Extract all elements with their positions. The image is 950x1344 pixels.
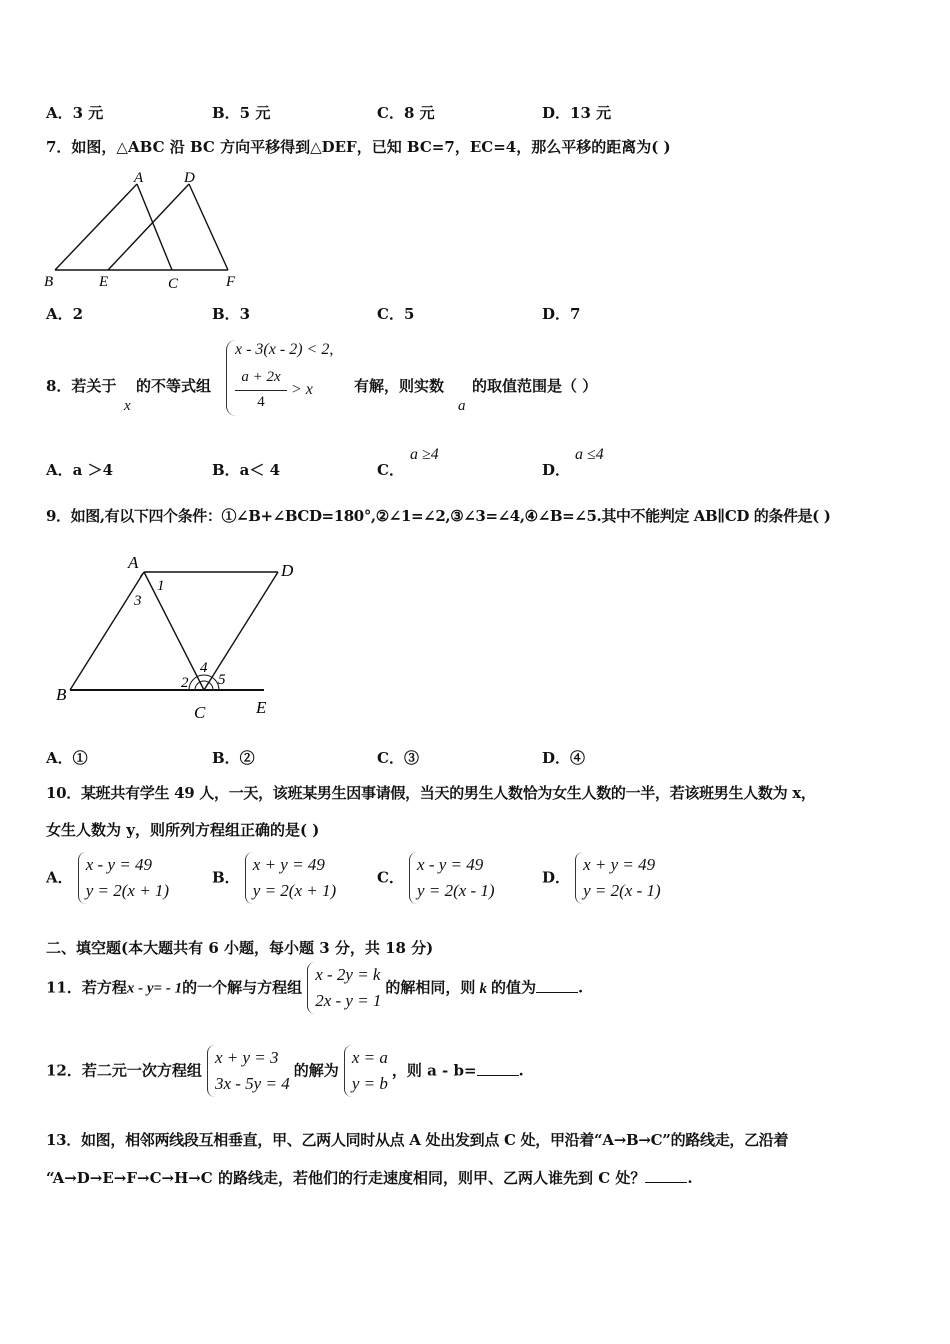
q7-label-e: E: [99, 274, 109, 290]
q11-sys-eq1: x - 2y = k: [315, 965, 381, 984]
q8-frac-bar: [235, 390, 287, 391]
q12-question: 12．若二元一次方程组 x + y = 3 3x - 5y = 4的解为 x = a y = b，则 a - b= .: [46, 1045, 524, 1097]
q8-system: [226, 340, 357, 416]
q11-equation: x - y= - 1: [126, 980, 183, 997]
q8-suffix: 有解，则实数: [354, 377, 445, 395]
q9-option-a: A．①: [46, 749, 88, 767]
q10-option-c-eq1: x - y = 49: [417, 855, 484, 874]
q7-option-b: B．3: [212, 305, 251, 323]
q10-option-d-eq2: y = 2(x - 1): [583, 881, 661, 900]
q8-var-x: x: [124, 398, 131, 414]
q9-label-2: 2: [181, 675, 189, 691]
q9-label-4: 4: [200, 660, 208, 676]
q10-option-b-system: [245, 852, 340, 904]
q9-label-1: 1: [157, 578, 165, 594]
q9-option-c: C．③: [377, 749, 419, 767]
q10-option-d-system: [575, 852, 665, 904]
q11-suffix-b: 的值为: [490, 978, 536, 997]
q8-option-d-math: a ≤4: [575, 446, 604, 463]
q6-option-d: D．13 元: [542, 104, 612, 122]
q9-question: 9．如图,有以下四个条件：①∠B+∠BCD=180°,②∠1=∠2,③∠3=∠4,④∠B=∠5.其中不能判定 AB∥CD 的条件是( ): [46, 507, 831, 525]
q8-tail: 的取值范围是（ ）: [472, 377, 598, 395]
q12-prefix: 12．若二元一次方程组: [46, 1061, 202, 1080]
q11-prefix: 11．若方程: [46, 978, 127, 997]
q10-option-b-eq2: y = 2(x + 1): [252, 881, 337, 900]
q7-label-d: D: [184, 170, 195, 186]
q8-frac-denominator: 4: [257, 394, 265, 410]
q13-line2: “A→D→E→F→C→H→C 的路线走，若他们的行走速度相同，则甲、乙两人谁先到 C 处？: [46, 1169, 646, 1187]
q10-option-d-eq1: x + y = 49: [583, 855, 656, 874]
q7-label-f: F: [226, 274, 236, 290]
q7-figure: [40, 166, 250, 292]
q9-label-d: D: [281, 561, 294, 580]
q10-line2: 女生人数为 y，则所列方程组正确的是( ): [46, 821, 320, 839]
q12-sol-eq2: y = b: [351, 1074, 388, 1093]
q7-question: 7．如图，△ABC 沿 BC 方向平移得到△DEF，已知 BC=7，EC=4，那么平移的距离为( ): [46, 138, 671, 156]
q12-system: [207, 1045, 294, 1097]
q12-answer-blank[interactable]: [477, 1061, 519, 1076]
q9-label-e: E: [256, 698, 267, 717]
q11-suffix-a: 的解相同，则: [385, 978, 476, 997]
q7-option-d: D．7: [542, 305, 581, 323]
q8-var-a: a: [458, 398, 466, 414]
q9-label-c: C: [194, 703, 206, 722]
q8-frac-rhs: > x: [291, 381, 313, 398]
q10-option-d-label: D．: [542, 868, 571, 887]
q9-label-b: B: [56, 685, 67, 704]
q7-label-b: B: [44, 274, 54, 290]
q11-system: [307, 962, 385, 1014]
q11-answer-blank[interactable]: [536, 978, 578, 993]
q9-label-a: A: [128, 553, 139, 572]
q9-figure: [48, 548, 308, 728]
q12-sol-eq1: x = a: [351, 1048, 388, 1067]
q9-option-b: B．②: [212, 749, 255, 767]
q13-line1: 13．如图，相邻两线段互相垂直，甲、乙两人同时从点 A 处出发到点 C 处，甲沿着“A→B→C”的路线走，乙沿着: [46, 1131, 789, 1149]
q10-option-a-eq1: x - y = 49: [85, 855, 152, 874]
q10-option-c-system: [409, 852, 499, 904]
q6-option-a: A．3 元: [46, 104, 104, 122]
q8-option-c-math: a ≥4: [410, 446, 439, 463]
q10-option-b-eq1: x + y = 49: [252, 855, 325, 874]
q9-label-5: 5: [218, 672, 226, 688]
q12-solution: [344, 1045, 392, 1097]
q8-option-b: B．a＜ 4: [212, 461, 281, 479]
q12-suffix: ，则 a - b=: [391, 1061, 477, 1080]
q8-mid: 的不等式组: [136, 377, 212, 395]
q7-option-c: C．5: [377, 305, 415, 323]
q10-option-d: [542, 852, 665, 904]
q13-answer-blank[interactable]: [645, 1168, 687, 1183]
q12-sys-eq1: x + y = 3: [214, 1048, 279, 1067]
q6-option-c: C．8 元: [377, 104, 435, 122]
q10-option-c: [377, 852, 499, 904]
q10-option-a-label: A．: [46, 868, 73, 887]
q11-sys-eq2: 2x - y = 1: [315, 991, 382, 1010]
q7-label-a: A: [134, 170, 144, 186]
q8-sys-line1: x - 3(x - 2) < 2,: [235, 341, 334, 358]
q10-option-b: [212, 852, 340, 904]
q11-question: 11．若方程x - y= - 1的一个解与方程组 x - 2y = k 2x - y = 1的解相同，则 k 的值为 .: [46, 962, 583, 1014]
q12-sys-eq2: 3x - 5y = 4: [214, 1074, 290, 1093]
q8-option-a: A．a ＞4: [46, 461, 114, 479]
q10-option-c-eq2: y = 2(x - 1): [417, 881, 495, 900]
q8-option-d: D．: [542, 461, 571, 479]
q10-option-a-system: [78, 852, 173, 904]
q7-label-c: C: [168, 276, 179, 292]
section-2-title: 二、填空题(本大题共有 6 小题，每小题 3 分，共 18 分): [46, 939, 434, 957]
q10-option-a-eq2: y = 2(x + 1): [85, 881, 170, 900]
q6-option-b: B．5 元: [212, 104, 271, 122]
q11-var-k: k: [479, 980, 487, 997]
q12-mid: 的解为: [293, 1061, 339, 1080]
q8-option-c: C．: [377, 461, 404, 479]
q10-option-a: [46, 852, 173, 904]
q9-label-3: 3: [134, 593, 142, 609]
q11-mid: 的一个解与方程组: [182, 978, 303, 997]
q8-prefix: 8．若关于: [46, 377, 117, 395]
q10-option-c-label: C．: [377, 868, 404, 887]
q10-option-b-label: B．: [212, 868, 240, 887]
q7-option-a: A．2: [46, 305, 84, 323]
q13-line2-wrap: “A→D→E→F→C→H→C 的路线走，若他们的行走速度相同，则甲、乙两人谁先到 C 处？ .: [46, 1169, 693, 1187]
q10-line1: 10．某班共有学生 49 人，一天，该班某男生因事请假，当天的男生人数恰为女生人数的一半，若该班男生人数为 x，: [46, 784, 816, 802]
q9-option-d: D．④: [542, 749, 586, 767]
q8-frac-numerator: a + 2x: [241, 369, 281, 385]
